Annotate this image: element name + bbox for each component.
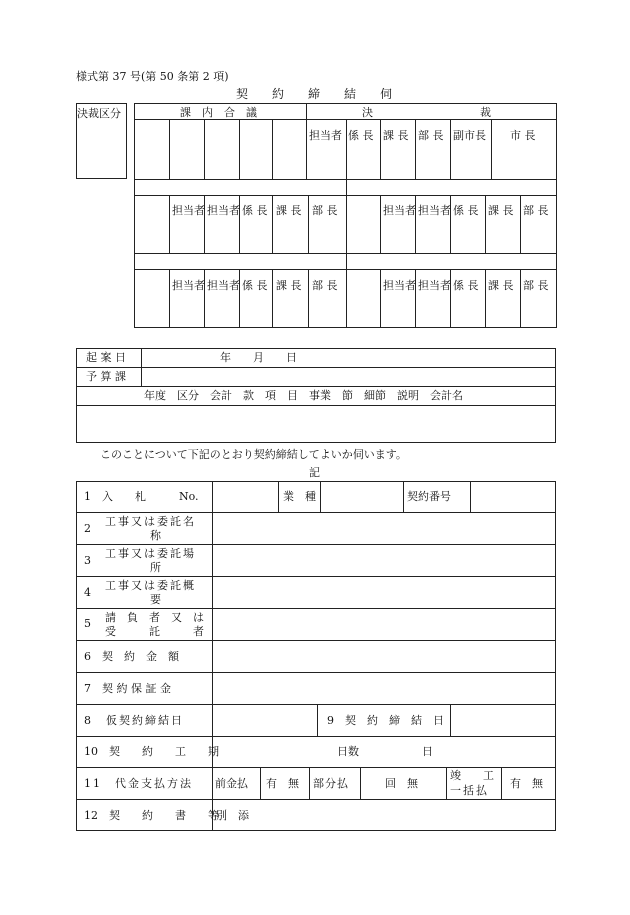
r5-line1: 請 負 者 又 は — [105, 611, 204, 624]
r3-right-role-4: 課 長 — [488, 279, 514, 292]
r10-nissu: 日数 — [337, 745, 359, 758]
r10-nichi: 日 — [422, 745, 433, 758]
r11-umu1: 有 無 — [266, 777, 299, 790]
r11-maekin: 前金払 — [215, 777, 248, 790]
intro-text: このことについて下記のとおり契約締結してよいか伺います。 — [100, 448, 407, 461]
r12-label: 12 契 約 書 等 — [84, 809, 219, 822]
r2-right-role-3: 係 長 — [453, 204, 479, 217]
r2-line1: 工事又は委託名 — [105, 515, 196, 528]
r1-role-1: 担当者 — [309, 129, 342, 142]
kessai-kubun-label: 決裁区分 — [77, 107, 121, 120]
r1-role-4: 部 長 — [418, 129, 444, 142]
r3-left-role-2: 担当者 — [207, 279, 240, 292]
r2-left-role-5: 部 長 — [312, 204, 338, 217]
r5-num: 5 — [84, 617, 91, 630]
r2-right-role-2: 担当者 — [418, 204, 451, 217]
r4-line1: 工事又は委託概 — [105, 579, 196, 592]
r3-left-role-3: 係 長 — [242, 279, 268, 292]
r3-right-role-5: 部 長 — [523, 279, 549, 292]
r11-shun: 竣 工 — [450, 769, 494, 782]
r2-right-role-4: 課 長 — [488, 204, 514, 217]
r2-left-role-3: 係 長 — [242, 204, 268, 217]
r10-label: 10 契 約 工 期 — [84, 745, 219, 758]
r3-right-role-1: 担当者 — [383, 279, 416, 292]
r1-role-5: 副市長 — [453, 129, 486, 142]
r2-left-role-4: 課 長 — [276, 204, 302, 217]
r3-left-role-4: 課 長 — [276, 279, 302, 292]
ki-label: 記 — [309, 466, 320, 479]
yosan-ka-label: 予 算 課 — [86, 370, 126, 383]
kessai-head-right: 裁 — [480, 106, 491, 119]
page-title: 契 約 締 結 伺 — [236, 87, 393, 101]
r1-role-3: 課 長 — [383, 129, 409, 142]
r2-left-role-2: 担当者 — [207, 204, 240, 217]
r12-value: 別 添 — [216, 809, 249, 822]
r1-role-6: 市 長 — [510, 129, 536, 142]
r8-label: 8 仮契約締結日 — [84, 714, 184, 727]
r5-line2: 受 託 者 — [105, 625, 204, 638]
r1-gyoshu: 業 種 — [283, 490, 316, 503]
r1-role-2: 係 長 — [348, 129, 374, 142]
budget-columns: 年度 区分 会計 款 項 目 事業 節 細節 説明 会計名 — [144, 389, 463, 402]
r3-left-role-5: 部 長 — [312, 279, 338, 292]
r3-line1: 工事又は委託場 — [105, 547, 196, 560]
r11-ikkatsu: 一括払 — [450, 784, 489, 797]
kian-bi-label: 起 案 日 — [86, 351, 126, 364]
r2-right-role-5: 部 長 — [523, 204, 549, 217]
r2-left-role-1: 担当者 — [172, 204, 205, 217]
r7-label: 7 契 約 保 証 金 — [84, 682, 171, 695]
r2-right-role-1: 担当者 — [383, 204, 416, 217]
r2-line2: 称 — [150, 529, 161, 542]
r4-num: 4 — [84, 586, 91, 599]
r2-num: 2 — [84, 522, 91, 535]
r11-umu2: 有 無 — [510, 777, 543, 790]
kessai-head-left: 決 — [362, 106, 373, 119]
r3-left-role-1: 担当者 — [172, 279, 205, 292]
kian-bi-date[interactable]: 年 月 日 — [220, 351, 297, 364]
r1-label: 1 入 札 No. — [84, 490, 199, 503]
r1-keiyaku-bango: 契約番号 — [407, 490, 451, 503]
r3-line2: 所 — [150, 561, 161, 574]
r6-label: 6 契 約 金 額 — [84, 650, 179, 663]
r4-line2: 要 — [150, 593, 161, 606]
ka-nai-gougi-label: 課 内 合 議 — [180, 106, 257, 119]
r11-kai: 回 無 — [385, 777, 418, 790]
r3-right-role-3: 係 長 — [453, 279, 479, 292]
r3-num: 3 — [84, 554, 91, 567]
r11-label: 11 代金支払方法 — [84, 777, 193, 790]
r9-label: 9 契 約 締 結 日 — [327, 714, 444, 727]
form-number: 様式第 37 号(第 50 条第 2 項) — [76, 70, 229, 83]
r11-bubun: 部分払 — [313, 777, 349, 790]
r3-right-role-2: 担当者 — [418, 279, 451, 292]
